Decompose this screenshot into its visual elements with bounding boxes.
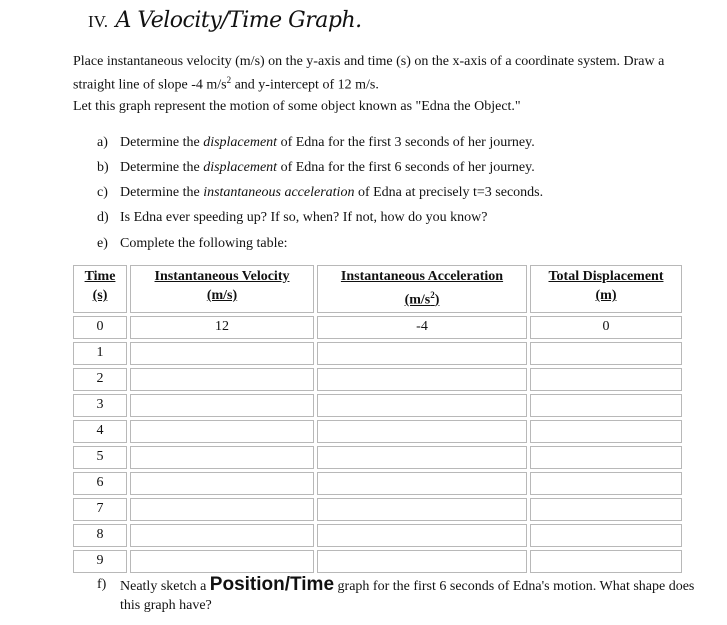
- intro-superscript: 2: [226, 75, 232, 85]
- cell-acceleration[interactable]: [317, 420, 527, 443]
- intro-text-end: and y-intercept of 12 m/s.: [231, 77, 379, 93]
- table-row: [73, 550, 682, 573]
- question-label: d): [97, 210, 109, 225]
- cell-velocity[interactable]: [130, 420, 314, 443]
- table-row: [73, 394, 682, 417]
- cell-velocity[interactable]: [130, 524, 314, 547]
- question-e: [97, 236, 288, 252]
- question-text: Determine the: [120, 135, 204, 150]
- cell-time: 1: [73, 342, 127, 365]
- cell-time: 9: [73, 550, 127, 573]
- cell-acceleration[interactable]: [317, 472, 527, 495]
- cell-displacement[interactable]: [530, 524, 682, 547]
- cell-displacement[interactable]: [530, 498, 682, 521]
- question-text: Complete the following table:: [120, 236, 288, 251]
- cell-time: 2: [73, 368, 127, 391]
- header-time: Time (s): [73, 265, 127, 313]
- question-label: a): [97, 135, 108, 150]
- cell-velocity[interactable]: [130, 550, 314, 573]
- question-text: Determine the: [120, 185, 204, 200]
- cell-acceleration[interactable]: [317, 550, 527, 573]
- question-text: of Edna for the first 6 seconds of her journey.: [277, 160, 535, 175]
- question-label: c): [97, 185, 108, 200]
- section-title: A Velocity/Time Graph.: [115, 8, 362, 33]
- cell-displacement[interactable]: [530, 342, 682, 365]
- question-text: Is Edna ever speeding up? If so, when? If not, how do you know?: [120, 210, 488, 225]
- header-displacement: Total Displacement (m): [530, 265, 682, 313]
- table-row: [73, 446, 682, 469]
- cell-time: 3: [73, 394, 127, 417]
- table-header-row: [73, 265, 682, 313]
- cell-velocity[interactable]: [130, 472, 314, 495]
- header-acceleration: Instantaneous Acceleration $(m/s^2)$: [317, 265, 527, 313]
- cell-time: 7: [73, 498, 127, 521]
- cell-displacement[interactable]: [530, 394, 682, 417]
- cell-velocity[interactable]: 12: [130, 316, 314, 339]
- table-row: [73, 524, 682, 547]
- cell-velocity[interactable]: [130, 342, 314, 365]
- question-emphasis: instantaneous acceleration: [203, 185, 355, 200]
- cell-displacement[interactable]: [530, 472, 682, 495]
- question-emphasis: displacement: [203, 135, 278, 150]
- question-b: [97, 160, 535, 176]
- cell-acceleration[interactable]: -4: [317, 316, 527, 339]
- question-emphasis: displacement: [203, 160, 278, 175]
- section-number: IV.: [88, 12, 108, 31]
- cell-time: 5: [73, 446, 127, 469]
- question-d: [97, 210, 487, 226]
- cell-time: 0: [73, 316, 127, 339]
- table-row: [73, 316, 682, 339]
- question-text: of Edna at precisely t=3 seconds.: [354, 185, 544, 200]
- cell-acceleration[interactable]: [317, 498, 527, 521]
- question-text: Neatly sketch a Position/Time graph for the first 6 seconds of Edna's motion. What shape does this graph have?: [120, 574, 695, 613]
- table-row: [73, 472, 682, 495]
- cell-acceleration[interactable]: [317, 524, 527, 547]
- cell-time: 4: [73, 420, 127, 443]
- cell-velocity[interactable]: [130, 446, 314, 469]
- question-label: b): [97, 160, 109, 175]
- context-paragraph: Let this graph represent the motion of some object known as "Edna the Object.": [73, 99, 521, 114]
- question-text: of Edna for the first 3 seconds of her journey.: [277, 135, 535, 150]
- table-row: [73, 342, 682, 365]
- cell-acceleration[interactable]: [317, 368, 527, 391]
- table-row: [73, 420, 682, 443]
- cell-acceleration[interactable]: [317, 394, 527, 417]
- question-a: [97, 135, 535, 151]
- cell-displacement[interactable]: [530, 550, 682, 573]
- motion-table: [70, 262, 685, 576]
- question-emphasis: Position/Time: [209, 574, 335, 595]
- question-label: f): [97, 577, 107, 592]
- question-text: Determine the: [120, 160, 204, 175]
- table-row: [73, 368, 682, 391]
- question-f: [97, 575, 697, 615]
- cell-displacement[interactable]: 0: [530, 316, 682, 339]
- question-label: e): [97, 236, 108, 251]
- intro-paragraph: [73, 52, 673, 95]
- cell-velocity[interactable]: [130, 394, 314, 417]
- cell-displacement[interactable]: [530, 446, 682, 469]
- cell-velocity[interactable]: [130, 498, 314, 521]
- cell-displacement[interactable]: [530, 420, 682, 443]
- cell-acceleration[interactable]: [317, 342, 527, 365]
- question-c: [97, 185, 543, 201]
- cell-acceleration[interactable]: [317, 446, 527, 469]
- section-heading: [88, 8, 362, 33]
- cell-time: 6: [73, 472, 127, 495]
- cell-time: 8: [73, 524, 127, 547]
- intro-text: Place instantaneous velocity (m/s) on the y-axis and time (s) on the x-axis of a coordinate system. Draw a straight line of slope -4 m/s: [73, 54, 665, 93]
- cell-velocity[interactable]: [130, 368, 314, 391]
- header-velocity: Instantaneous Velocity (m/s): [130, 265, 314, 313]
- cell-displacement[interactable]: [530, 368, 682, 391]
- table-row: [73, 498, 682, 521]
